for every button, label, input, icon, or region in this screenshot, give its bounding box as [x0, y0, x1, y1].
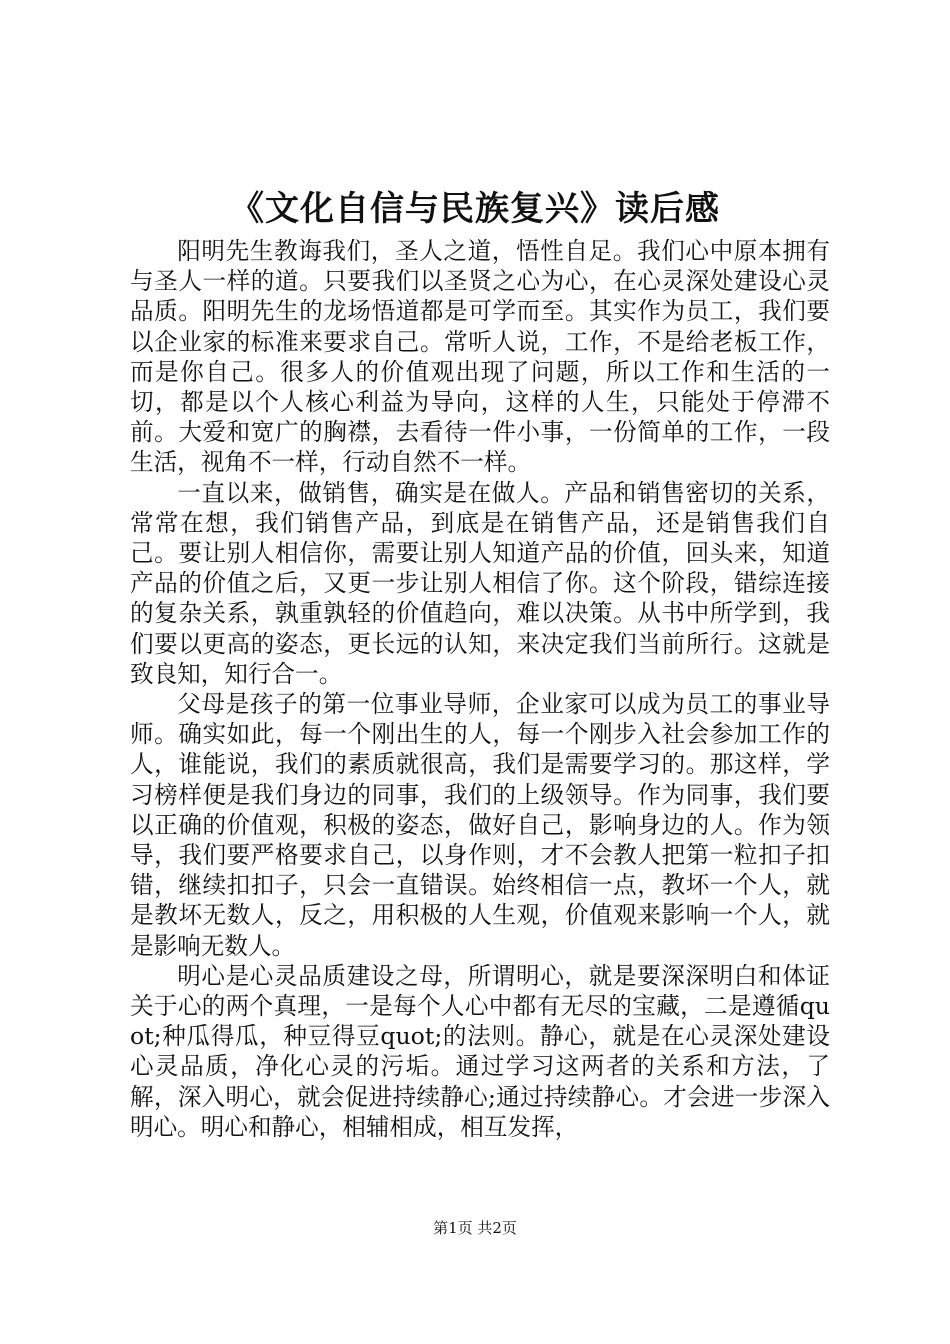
document-title: 《文化自信与民族复兴》读后感	[230, 189, 720, 229]
document-body	[130, 236, 830, 1142]
page-number-footer: 第1页 共2页	[433, 1219, 517, 1237]
paragraph: 阳明先生教诲我们，圣人之道，悟性自足。我们心中原本拥有与圣人一样的道。只要我们以圣贤之心为心，在心灵深处建设心灵品质。阳明先生的龙场悟道都是可学而至。其实作为员工，我们要以企业家的标准来要求自己。常听人说，工作，不是给老板工作，而是你自己。很多人的价值观出现了问题，所以工作和生活的一切，都是以个人核心利益为导向，这样的人生，只能处于停滞不前。大爱和宽广的胸襟，去看待一件小事，一份简单的工作，一段生活，视角不一样，行动自然不一样。	[130, 237, 830, 477]
paragraph: 一直以来，做销售，确实是在做人。产品和销售密切的关系，常常在想，我们销售产品，到底是在销售产品，还是销售我们自己。要让别人相信你，需要让别人知道产品的价值，回头来，知道产品的价值之后，又更一步让别人相信了你。这个阶段，错综连接的复杂关系，孰重孰轻的价值趋向，难以决策。从书中所学到，我们要以更高的姿态，更长远的认知，来决定我们当前所行。这就是致良知，知行合一。	[130, 478, 830, 688]
paragraph: 明心是心灵品质建设之母，所谓明心，就是要深深明白和体证关于心的两个真理，一是每个人心中都有无尽的宝藏，二是遵循quot;种瓜得瓜，种豆得豆quot;的法则。静心，就是在心灵深处建设心灵品质，净化心灵的污垢。通过学习这两者的关系和方法，了解，深入明心，就会促进持续静心;通过持续静心。才会进一步深入明心。明心和静心，相辅相成，相互发挥，	[130, 961, 830, 1141]
paragraph: 父母是孩子的第一位事业导师，企业家可以成为员工的事业导师。确实如此，每一个刚出生的人，每一个刚步入社会参加工作的人，谁能说，我们的素质就很高，我们是需要学习的。那这样，学习榜样便是我们身边的同事，我们的上级领导。作为同事，我们要以正确的价值观，积极的姿态，做好自己，影响身边的人。作为领导，我们要严格要求自己，以身作则，才不会教人把第一粒扣子扣错，继续扣扣子，只会一直错误。始终相信一点，教坏一个人，就是教坏无数人，反之，用积极的人生观，价值观来影响一个人，就是影响无数人。	[130, 690, 830, 960]
